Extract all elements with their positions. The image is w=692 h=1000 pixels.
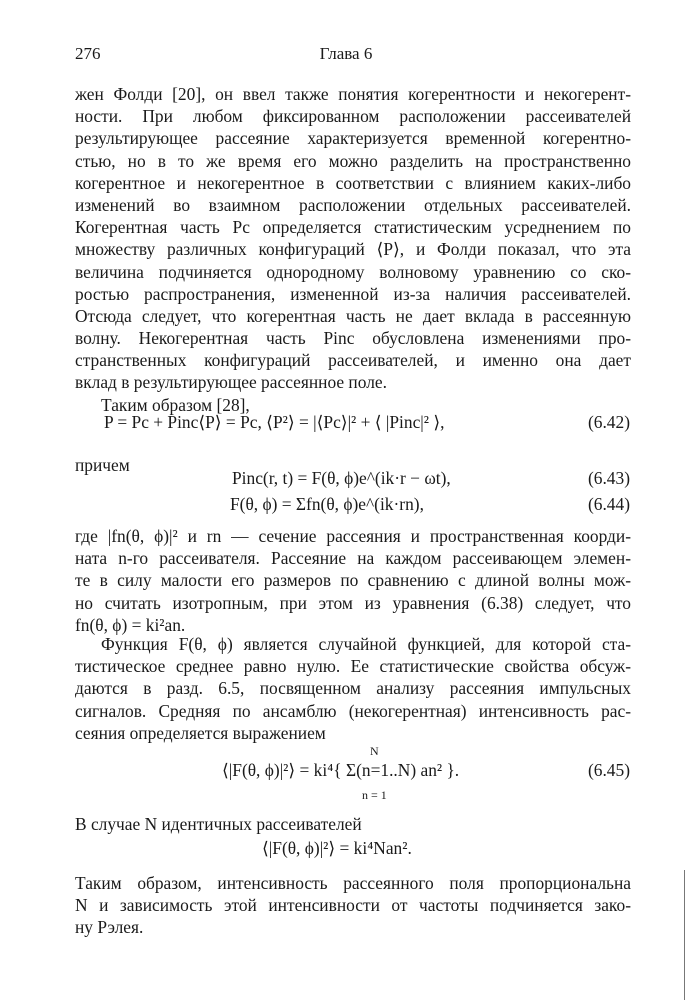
text-line: даются в разд. 6.5, посвященном анализу рассеяния импульсных [75, 678, 631, 699]
running-header-chapter: Глава 6 [319, 44, 373, 63]
text-line: те в силу малости его размеров по сравнению с длиной волны мож- [75, 570, 631, 591]
text-line: сеяния определяется выражением [75, 722, 326, 743]
paragraph-2 [75, 525, 631, 636]
where-word: причем [75, 455, 130, 475]
paragraph-3 [75, 633, 631, 744]
scan-edge-line [684, 870, 685, 1000]
main-text [75, 83, 631, 416]
equation-number: (6.43) [587, 468, 630, 488]
equation-6-43: Pinc(r, t) = F(θ, ϕ)e^(ik·r − ωt), [232, 468, 451, 488]
text-line: но считать изотропным, при этом из уравнения (6.38) следует, что [75, 592, 631, 613]
paragraph-4 [75, 872, 631, 939]
equation-6-42: P = Pc + Pinc⟨P⟩ = Pc, ⟨P²⟩ = |⟨Pc⟩|² + ⟨ |Pinc|² ⟩, [104, 412, 445, 432]
page-number: 276 [75, 44, 101, 63]
text-line: N и зависимость этой интенсивности от частоты подчиняется зако- [75, 895, 631, 916]
equation-number: (6.45) [587, 760, 630, 780]
sum-lower-limit: n = 1 [362, 788, 387, 802]
text-line: когерентное и некогерентное в соответствии с влиянием каких-либо [75, 172, 631, 193]
text-line: жен Фолди [20], он ввел также понятия когерентности и некогерент- [75, 84, 631, 104]
text-line: сигналов. Средняя по ансамблю (некогерентная) интенсивность рас- [75, 700, 631, 721]
text-line: где |fn(θ, ϕ)|² и rn — сечение рассеяния и пространственная коорди- [75, 526, 631, 546]
text-line: Функция F(θ, ϕ) является случайной функцией, для которой ста- [101, 634, 631, 654]
text-line: странственных конфигураций рассеивателей, и именно она дает [75, 350, 631, 371]
text-line: ну Рэлея. [75, 917, 144, 938]
text-line: ности. При любом фиксированном расположении рассеивателей [75, 106, 631, 127]
sum-upper-limit: N [370, 744, 379, 758]
text-line: величина подчиняется однородному волновому уравнению со ско- [75, 261, 631, 282]
text-line: Таким образом [28], [101, 394, 250, 415]
text-line: результирующее рассеяние характеризуется временной когерентно- [75, 128, 631, 149]
text-line: изменений во взаимном расположении отдельных рассеивателей. [75, 194, 631, 215]
equation-number: (6.42) [587, 412, 630, 432]
text-line: Таким образом, интенсивность рассеянного поля пропорциональна [75, 873, 631, 893]
equation-identical: ⟨|F(θ, ϕ)|²⟩ = ki⁴Nan². [262, 838, 412, 858]
text-line: ната n-го рассеивателя. Рассеяние на каждом рассеивающем элемен- [75, 548, 631, 569]
text-line: fn(θ, ϕ) = ki²an. [75, 614, 186, 635]
text-line: стью, но в то же время его можно разделить на пространственно [75, 150, 631, 171]
text-line: тистическое среднее равно нулю. Ее статистические свойства обсуж- [75, 656, 631, 677]
equation-6-45: ⟨|F(θ, ϕ)|²⟩ = ki⁴{ Σ(n=1..N) an² }. [222, 760, 460, 780]
text-line: волну. Некогерентная часть Pinc обусловлена изменениями про- [75, 328, 631, 349]
text-line: ростью распространения, измененной из-за наличия рассеивателей. [75, 283, 631, 304]
text-line: вклад в результирующее рассеянное поле. [75, 372, 387, 393]
text-line: Когерентная часть Pc определяется статистическим усреднением по [75, 217, 631, 238]
text-line: множеству различных конфигураций ⟨P⟩, и Фолди показал, что эта [75, 239, 631, 260]
equation-6-44: F(θ, ϕ) = Σfn(θ, ϕ)e^(ik·rn), [230, 494, 424, 514]
identical-scatterers-line: В случае N идентичных рассеивателей [75, 814, 362, 834]
equation-number: (6.44) [587, 494, 630, 514]
text-line: Отсюда следует, что когерентная часть не дает вклада в рассеянную [75, 305, 631, 326]
